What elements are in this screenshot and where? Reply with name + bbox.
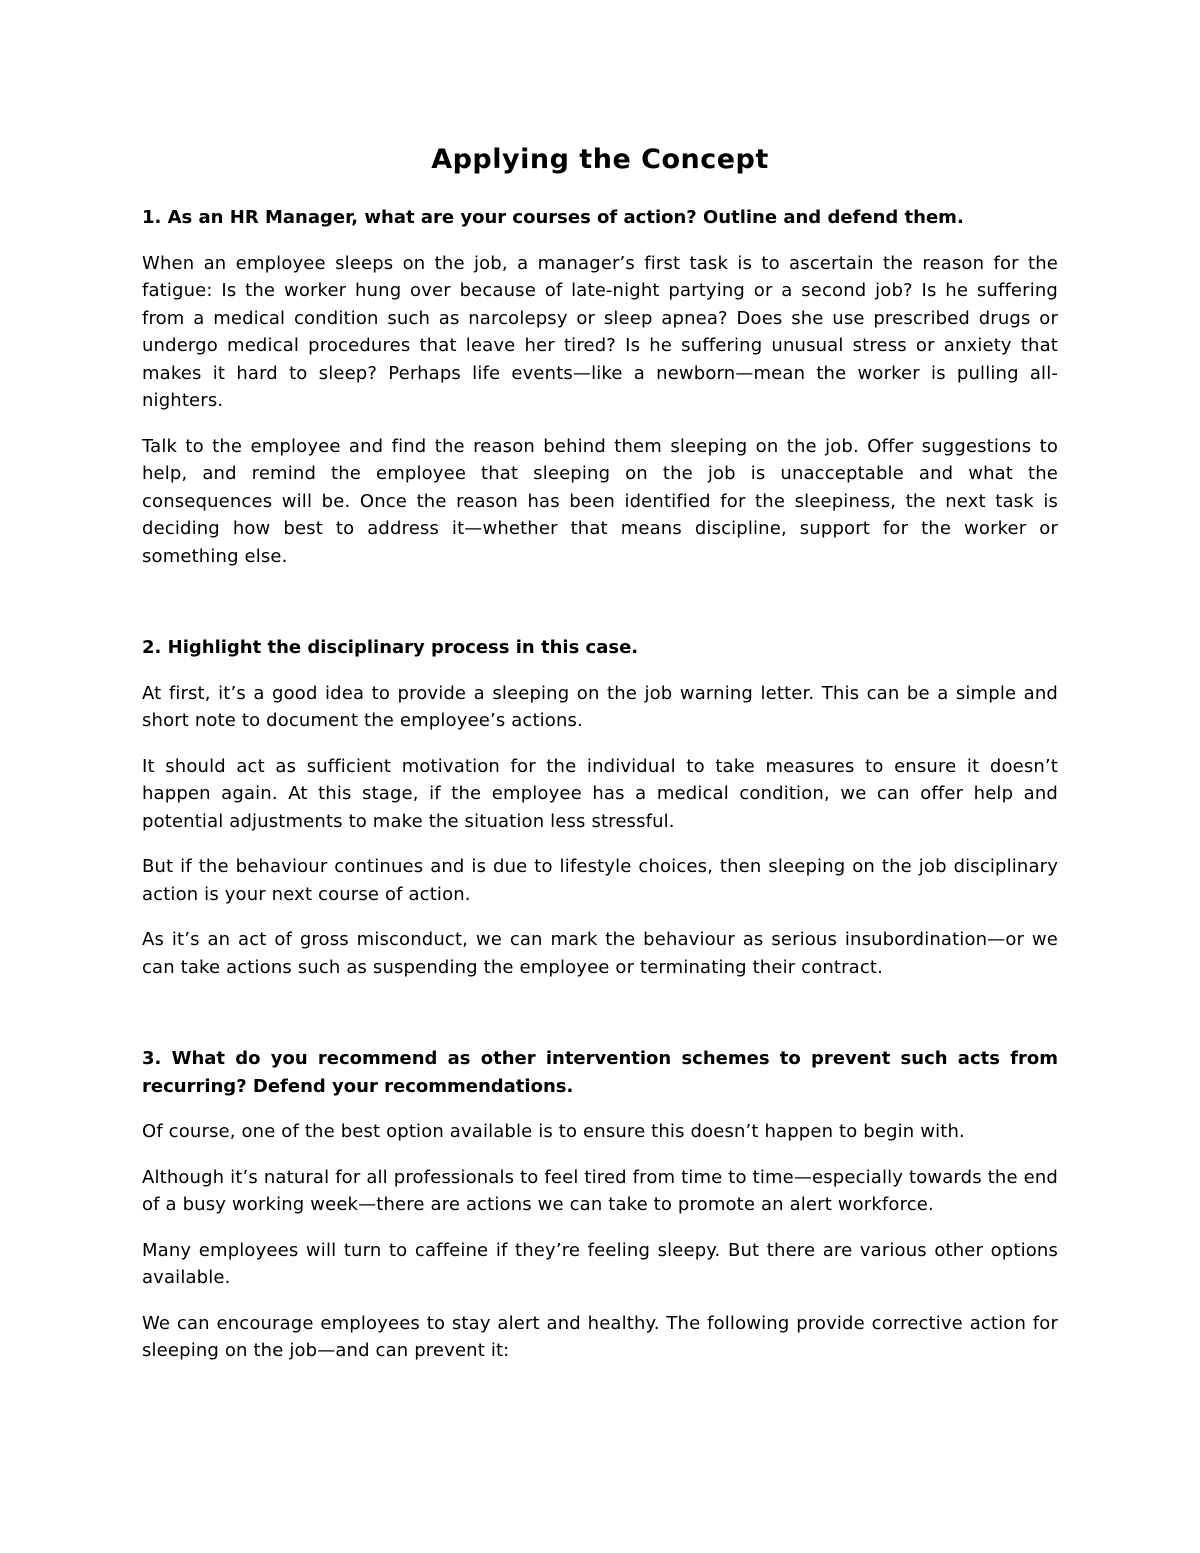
answer-2-paragraph-4: As it’s an act of gross misconduct, we can mark the behaviour as serious insubordination—or we can take actions such as suspending the employee or terminating their contract.	[142, 929, 1058, 978]
document-page	[142, 140, 1058, 1383]
document-title: Applying the Concept	[431, 144, 769, 175]
answer-3-paragraph-4: We can encourage employees to stay alert and healthy. The following provide corrective action for sleeping on the job—and can prevent it:	[142, 1312, 1058, 1361]
answer-2-paragraph-3: But if the behaviour continues and is due to lifestyle choices, then sleeping on the job disciplinary action is your next course of action.	[142, 856, 1058, 905]
question-2: 2. Highlight the disciplinary process in this case.	[142, 637, 639, 658]
answer-3-paragraph-1: Of course, one of the best option available is to ensure this doesn’t happen to begin with.	[142, 1121, 965, 1142]
section-1	[142, 204, 1058, 570]
section-spacer	[142, 999, 1058, 1045]
question-1: 1. As an HR Manager, what are your courses of action? Outline and defend them.	[142, 207, 964, 228]
answer-1-paragraph-2: Talk to the employee and find the reason behind them sleeping on the job. Offer suggestions to help, and remind the employee that sleeping on the job is unacceptable and what the consequences will be. Once the reason has been identified for the sleepiness, the next task is deciding how best to address it—whether that means discipline, support for the worker or something else.	[142, 435, 1058, 567]
section-spacer	[142, 588, 1058, 634]
question-3: 3. What do you recommend as other intervention schemes to prevent such acts from recurring? Defend your recommendations.	[142, 1048, 1058, 1097]
answer-2-paragraph-2: It should act as sufficient motivation for the individual to take measures to ensure it doesn’t happen again. At this stage, if the employee has a medical condition, we can offer help and potential adjustments to make the situation less stressful.	[142, 755, 1058, 832]
section-3	[142, 1045, 1058, 1365]
answer-3-paragraph-3: Many employees will turn to caffeine if they’re feeling sleepy. But there are various other options available.	[142, 1239, 1058, 1288]
answer-3-paragraph-2: Although it’s natural for all professionals to feel tired from time to time—especially towards the end of a busy working week—there are actions we can take to promote an alert workforce.	[142, 1166, 1058, 1215]
answer-1-paragraph-1: When an employee sleeps on the job, a manager’s first task is to ascertain the reason for the fatigue: Is the worker hung over because of late-night partying or a second job? Is he suffering from a medical condition such as narcolepsy or sleep apnea? Does she use prescribed drugs or undergo medical procedures that leave her tired? Is he suffering unusual stress or anxiety that makes it hard to sleep? Perhaps life events—like a newborn—mean the worker is pulling all-nighters.	[142, 252, 1058, 411]
section-2	[142, 634, 1058, 981]
answer-2-paragraph-1: At first, it’s a good idea to provide a sleeping on the job warning letter. This can be a simple and short note to document the employee’s actions.	[142, 682, 1058, 731]
